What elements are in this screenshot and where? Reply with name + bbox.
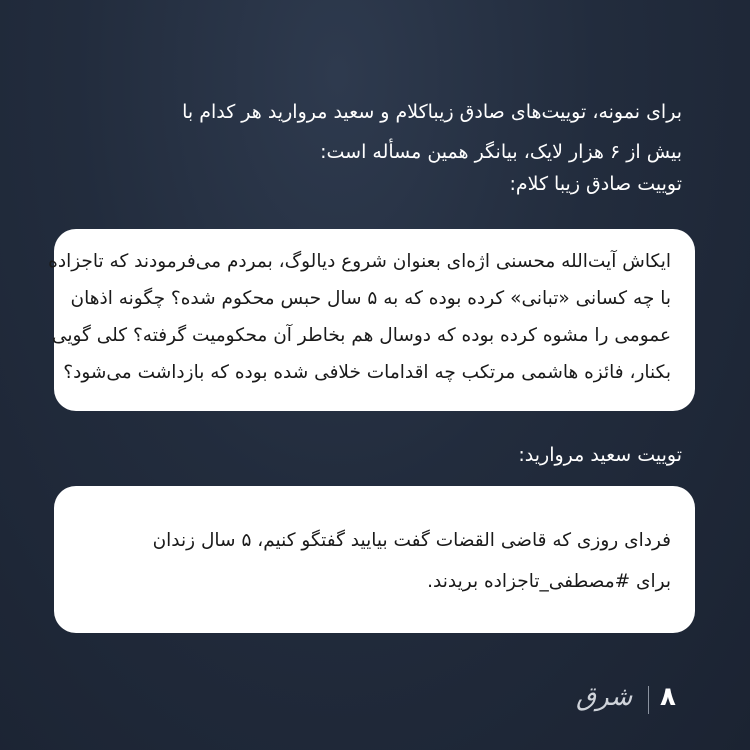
tweet-line: برای #مصطفی_تاجزاده بریدند.: [427, 571, 671, 592]
tweet-line: عمومی را مشوه کرده بوده که دوسال هم بخاطر آن محکومیت گرفته؟ کلی گویی: [51, 325, 671, 346]
intro-paragraph: [67, 92, 682, 172]
tweet-card-morvarid: [54, 486, 695, 633]
page-number: ۸: [660, 682, 676, 712]
tweet-label-morvarid: توییت سعید مروارید:: [518, 444, 682, 466]
intro-line: بیش از ۶ هزار لایک، بیانگر همین مسأله است:: [320, 141, 682, 163]
shargh-logo: شرق: [576, 682, 633, 712]
footer: [576, 682, 688, 718]
tweet-line: فردای روزی که قاضی القضات گفت بیایید گفتگو کنیم، ۵ سال زندان: [152, 530, 671, 551]
tweet-line: بکنار، فائزه هاشمی مرتکب چه اقدامات خلافی شده بوده که بازداشت می‌شود؟: [63, 362, 671, 383]
tweet-card-zibakalam: [48, 229, 695, 411]
tweet-line: با چه کسانی «تبانی» کرده بوده که به ۵ سال حبس محکوم شده؟ چگونه اذهان: [70, 288, 671, 309]
tweet-line: ایکاش آیت‌الله محسنی اژه‌ای بعنوان شروع دیالوگ، بمردم می‌فرمودند که تاجزاده: [48, 251, 671, 272]
footer-divider: [648, 686, 649, 714]
tweet-label-zibakalam: توییت صادق زیبا کلام:: [509, 173, 682, 195]
intro-line: برای نمونه، توییت‌های صادق زیباکلام و سعید مروارید هر کدام با: [182, 101, 682, 123]
